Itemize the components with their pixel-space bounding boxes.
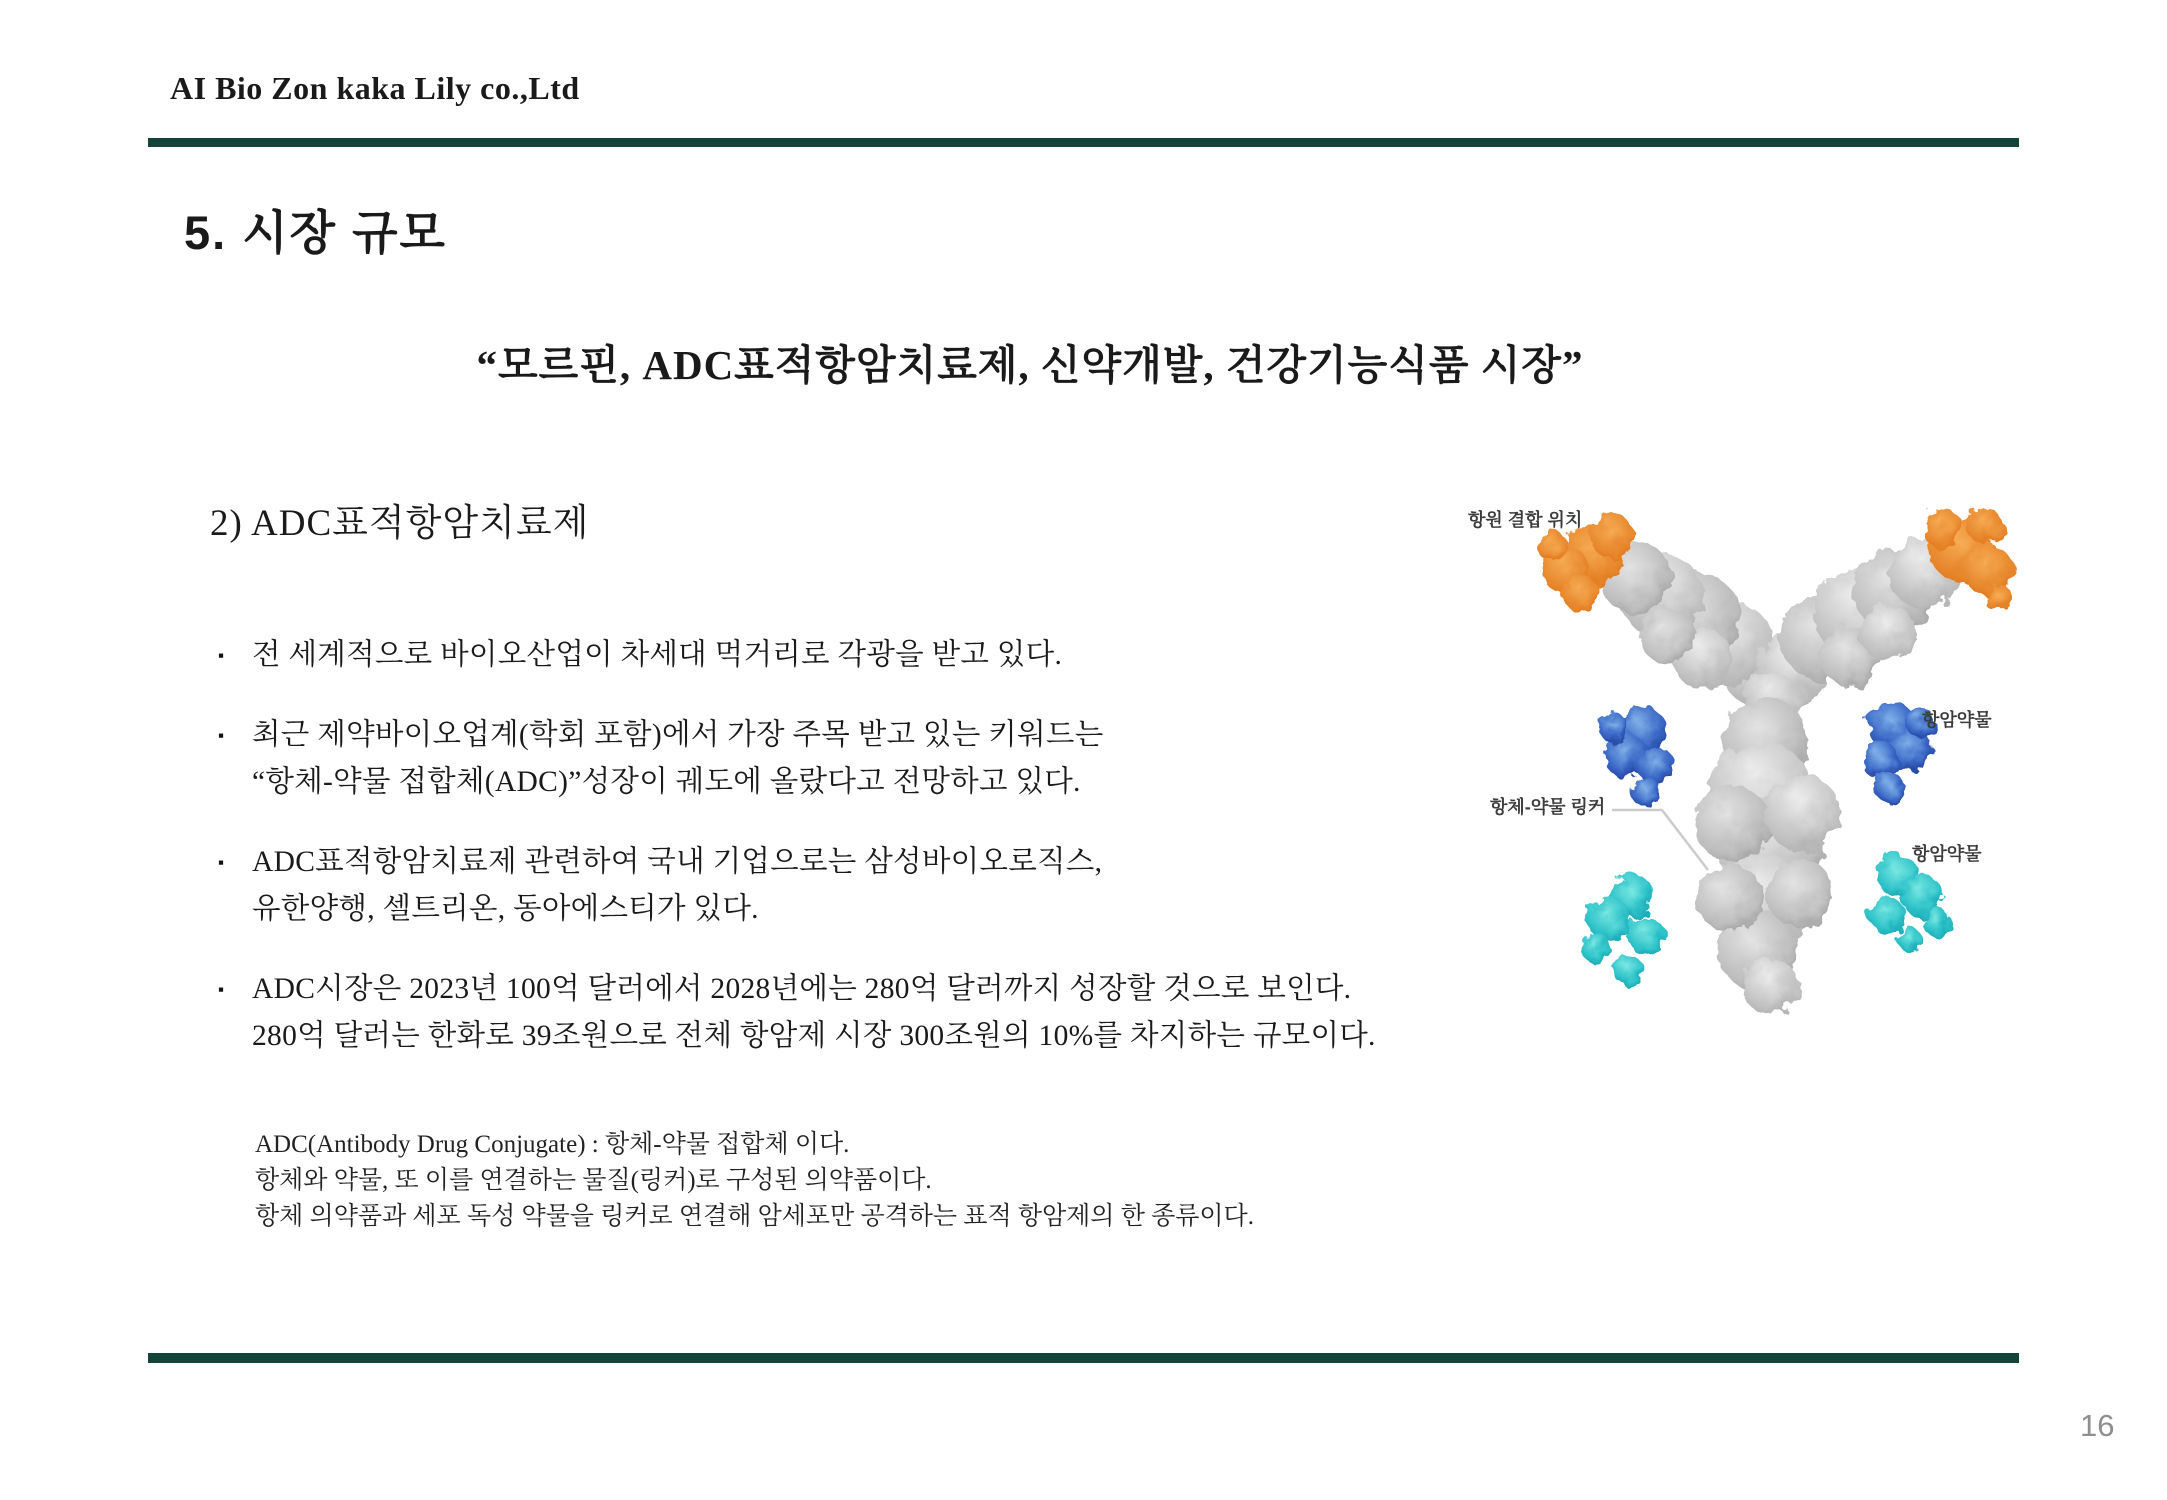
page-title: 5. 시장 규모 [184,206,447,259]
antigen-binding-site-label: 항원 결합 위치 [1468,510,1583,530]
bullet-line: “항체-약물 접합체(ADC)”성장이 궤도에 올랐다고 전망하고 있다. [252,766,1081,798]
linker-connector-line [1612,810,1708,870]
company-name: AI Bio Zon kaka Lily co.,Ltd [170,70,580,106]
bullet-item [218,839,1478,933]
bullet-text [252,966,1376,1060]
bullet-line: ADC표적항암치료제 관련하여 국내 기업으로는 삼성바이오로직스, [252,846,1103,878]
market-quote: “모르핀, ADC표적항암치료제, 신약개발, 건강기능식품 시장” [476,342,1584,388]
antibody-drug-conjugate-figure [1440,478,2050,1078]
note-line: 항체 의약품과 세포 독성 약물을 링커로 연결해 암세포만 공격하는 표적 항암제의 한 종류이다. [255,1203,1254,1230]
bullet-line: 유한양행, 셀트리온, 동아에스티가 있다. [252,893,759,925]
anticancer-drug-label-bottom: 항암약물 [1912,844,1982,864]
bullet-item [218,632,1478,679]
note-line: ADC(Antibody Drug Conjugate) : 항체-약물 접합체 이다. [255,1131,850,1158]
bullet-line: 280억 달러는 한화로 39조원으로 전체 항암제 시장 300조원의 10%를 차지하는 규모이다. [252,1020,1376,1052]
bullet-item [218,712,1478,806]
bullet-marker: ▪ [218,646,225,665]
page-number: 16 [2080,1408,2115,1443]
bullet-line: 최근 제약바이오업계(학회 포함)에서 가장 주목 받고 있는 키워드는 [252,719,1104,751]
section-title: 2) ADC표적항암치료제 [210,503,590,544]
bullet-text [252,712,1104,806]
adc-definition-note [255,1127,1254,1235]
bullet-marker: ▪ [218,726,225,745]
bullet-marker: ▪ [218,853,225,872]
header-divider [148,138,2019,147]
quote-wrap [0,332,2060,391]
bullet-line: ADC시장은 2023년 100억 달러에서 2028년에는 280억 달러까지 성장할 것으로 보인다. [252,973,1352,1005]
antibody-drug-linker-label: 항체-약물 링커 [1490,797,1606,817]
bullet-text [252,839,1102,933]
bullet-item [218,966,1478,1060]
note-line: 항체와 약물, 또 이를 연결하는 물질(링커)로 구성된 의약품이다. [255,1167,932,1194]
bullet-list [218,632,1478,1093]
antibody-molecule-illustration [1440,478,2050,1078]
bullet-line: 전 세계적으로 바이오산업이 차세대 먹거리로 각광을 받고 있다. [252,639,1063,671]
bullet-marker: ▪ [218,980,225,999]
anticancer-drug-label-top: 항암약물 [1922,710,1992,730]
footer-divider [148,1353,2019,1363]
bullet-text [252,632,1062,679]
